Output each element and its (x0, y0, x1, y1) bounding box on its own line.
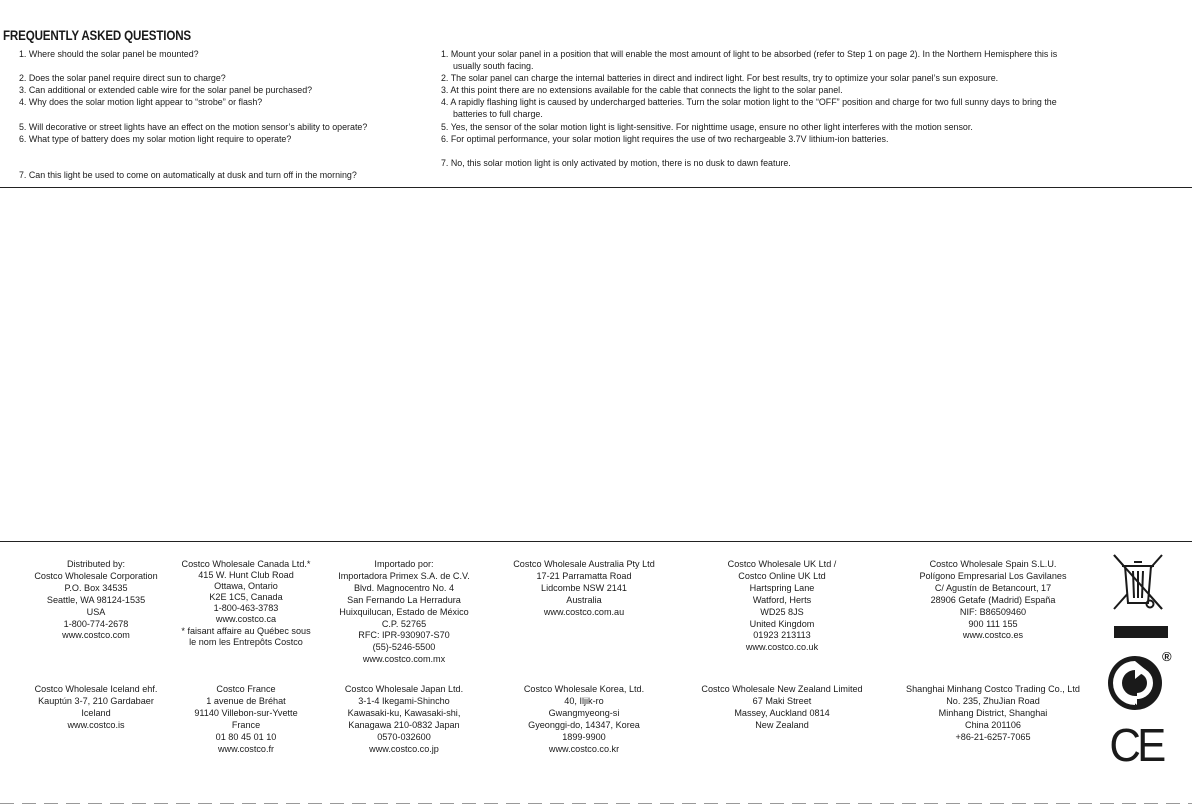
weee-bar-icon (1114, 626, 1168, 638)
address-china: Shanghai Minhang Costco Trading Co., Ltd No. 235, ZhuJian Road Minhang District, Shanghai China 201106 +86-21-6257-7065 (906, 684, 1080, 742)
green-dot-recycling-icon (1106, 648, 1170, 712)
faq-title: FREQUENTLY ASKED QUESTIONS (3, 28, 191, 43)
faq-answer-5: 5. Yes, the sensor of the solar motion light is light-sensitive. For nighttime usage, ensure no other light interferes with the motion sensor. (441, 121, 973, 132)
page-bottom-dashes (0, 803, 1192, 804)
faq-answer-1-cont: usually south facing. (453, 61, 534, 72)
faq-questions (19, 48, 429, 181)
address-spain: Costco Wholesale Spain S.L.U. Polígono Empresarial Los Gavilanes C/ Agustín de Betancourt, 17 28906 Getafe (Madrid) España NIF: B86509460 900 111 155 www.costco.es (919, 559, 1067, 641)
faq-question-1: 1. Where should the solar panel be mounted? (19, 49, 199, 59)
section-divider-top (0, 187, 1192, 188)
faq-answer-4-cont: batteries to full charge. (453, 109, 543, 120)
ce-mark: CE (1109, 719, 1163, 771)
faq-question-5: 5. Will decorative or street lights have an effect on the motion sensor’s ability to operate? (19, 121, 368, 132)
address-new-zealand: Costco Wholesale New Zealand Limited 67 Maki Street Massey, Auckland 0814 New Zealand (701, 684, 863, 730)
weee-crossed-bin-icon (1108, 551, 1168, 613)
address-iceland: Costco Wholesale Iceland ehf. Kauptún 3-7, 210 Gardabaer Iceland www.costco.is (34, 684, 158, 730)
faq-question-7: 7. Can this light be used to come on automatically at dusk and turn off in the morning? (19, 169, 357, 180)
faq-answer-2: 2. The solar panel can charge the internal batteries in direct and indirect light. For best results, try to optimize your solar panel’s sun exposure. (441, 73, 999, 84)
faq-answer-1: 1. Mount your solar panel in a position that will enable the most amount of light to be absorbed (refer to Step 1 on page 2). In the Northern Hemisphere this is (441, 49, 1058, 59)
faq-question-6: 6. What type of battery does my solar motion light require to operate? (19, 133, 292, 144)
address-uk: Costco Wholesale UK Ltd / Costco Online UK Ltd Hartspring Lane Watford, Herts WD25 8JS United Kingdom 01923 213113 www.costco.co.uk (727, 559, 837, 653)
faq-question-2: 2. Does the solar panel require direct sun to charge? (19, 73, 226, 84)
section-divider-bottom (0, 541, 1192, 542)
faq-answer-7: 7. No, this solar motion light is only activated by motion, there is no dusk to dawn feature. (441, 157, 791, 168)
faq-question-3: 3. Can additional or extended cable wire for the solar panel be purchased? (19, 85, 313, 96)
faq-answer-3: 3. At this point there are no extensions available for the cable that connects the light to the solar panel. (441, 85, 843, 96)
address-korea: Costco Wholesale Korea, Ltd. 40, Iljik-ro Gwangmyeong-si Gyeonggi-do, 14347, Korea 1899-9900 www.costco.co.kr (523, 684, 645, 754)
address-japan: Costco Wholesale Japan Ltd. 3-1-4 Ikegami-Shincho Kawasaki-ku, Kawasaki-shi, Kanagawa 210-0832 Japan 0570-032600 www.costco.co.jp (344, 684, 464, 754)
address-canada: Costco Wholesale Canada Ltd.* 415 W. Hunt Club Road Ottawa, Ontario K2E 1C5, Canada 1-800-463-3783 www.costco.ca * faisant affaire au Québec sous le nom les Entrepôts Costco (181, 559, 311, 647)
address-france: Costco France 1 avenue de Bréhat 91140 Villebon-sur-Yvette France 01 80 45 01 10 www.costco.fr (194, 684, 298, 754)
faq-answers (441, 48, 1181, 169)
address-usa: Distributed by: Costco Wholesale Corporation P.O. Box 34535 Seattle, WA 98124-1535 USA 1-800-774-2678 www.costco.com (34, 559, 158, 641)
faq-question-4: 4. Why does the solar motion light appear to “strobe” or flash? (19, 97, 263, 108)
registered-mark: ® (1162, 649, 1172, 664)
address-mexico: Importado por: Importadora Primex S.A. de C.V. Blvd. Magnocentro No. 4 San Fernando La Herradura Huixquilucan, Estado de México C.P. 52765 RFC: IPR-930907-S70 (55)-5246-5500 www.costco.com.mx (338, 559, 470, 665)
faq-answer-6: 6. For optimal performance, your solar motion light requires the use of two rechargeable 3.7V lithium-ion batteries. (441, 133, 889, 144)
address-australia: Costco Wholesale Australia Pty Ltd 17-21 Parramatta Road Lidcombe NSW 2141 Australia www.costco.com.au (513, 559, 655, 617)
faq-answer-4: 4. A rapidly flashing light is caused by undercharged batteries. Turn the solar motion light to the “OFF” position and charge for two full sunny days to bring the (441, 97, 1057, 108)
